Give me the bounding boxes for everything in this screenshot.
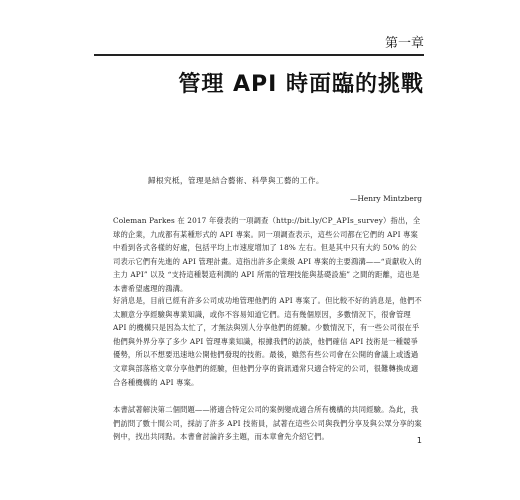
chapter-label: 第一章 — [384, 36, 424, 51]
epigraph-quote: 歸根究柢，管理是結合藝術、科學與工藝的工作。 — [148, 176, 324, 185]
epigraph-author: —Henry Mintzberg — [350, 194, 422, 203]
body-paragraph: 好消息是，目前已經有許多公司成功地管理他們的 API 專案了。但比較不好的消息是，他們不太願意分享經驗與專業知識，或你不容易知道它們。這有幾個原因，多數情況下，很會管理 API 的機構只是因為太忙了，才無法與別人分享他們的經驗。少數情況下，有一些公司很在乎他們與外界分享了多少 API 管理專業知識，根據我們的訪談，他們確信 API 技術是一種競爭優勢，所以不想要迅速地公開他們發現的技術。最後，雖然有些公司會在公開的會議上或透過文章與部落格文章分享他們的經驗，但他們分享的資訊通常只適合特定的公司，很難轉換成適合各種機構的 API 專案。 — [113, 296, 422, 387]
body-paragraph: Coleman Parkes 在 2017 年發表的一項調查（http://bit.ly/CP_APIs_survey）指出，全球的企業，九成都有某種形式的 API 專案。同一項調查表示，這些公司都在它們的 API 專案中看到各式各樣的好處，包括平均上市速度增加了 18% 左右。但是其中只有大約 50% 的公司表示它們有先進的 API 管理計畫。這指出許多企業級 API 專案的主要鴻溝——“貢獻收入的主力 API” 以及 “支持這種製造利潤的 API 所需的管理技能與基礎設施” 之間的距離，這也是本書希望處理的鴻溝。 — [113, 216, 422, 293]
title-rule — [94, 54, 424, 56]
body-paragraph: 本書試著解決第二個問題——將適合特定公司的案例變成適合所有機構的共同經驗。為此，我們訪問了數十間公司，採訪了許多 API 技術員，試著在這些公司與我們分享及與公眾分享的案例中，找出共同點。本書會討論許多主題，而本章會先介紹它們。 — [113, 405, 422, 442]
page-number: 1 — [416, 436, 422, 445]
chapter-title: 管理 API 時面臨的挑戰 — [178, 72, 424, 97]
